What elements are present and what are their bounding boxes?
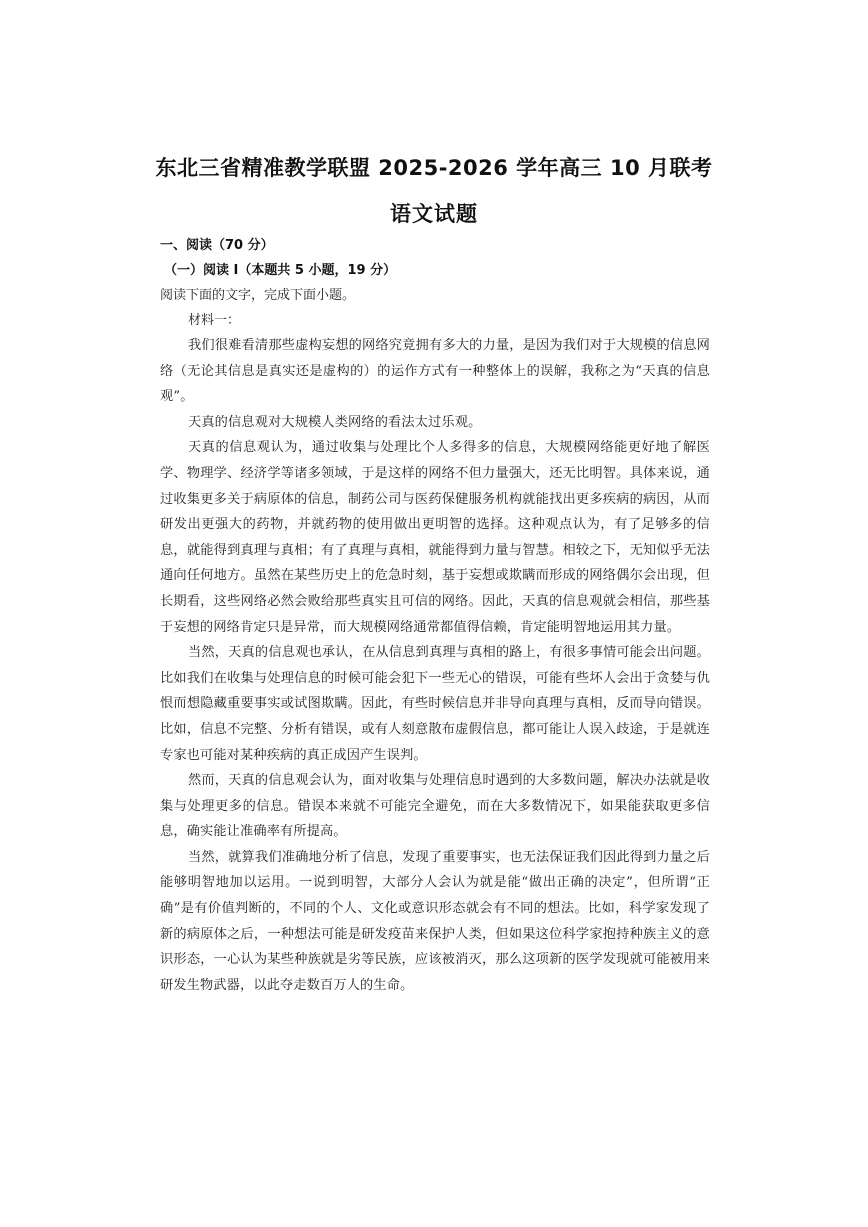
paragraph: 天真的信息观对大规模人类网络的看法太过乐观。 xyxy=(188,414,482,430)
paragraph: 当然，就算我们准确地分析了信息，发现了重要事实，也无法保证我们因此得到力量之后能够明智地加以运用。一说到明智，大部分人会认为就是能“做出正确的决定”，但所谓“正确”是有价值判断的，不同的个人、文化或意识形态就会有不同的想法。比如，科学家发现了新的病原体之后，一种想法可能是研发疫苗来保护人类，但如果这位科学家抱持种族主义的意识形态，一心认为某些种族就是劣等民族，应该被消灭，那么这项新的医学发现就可能被用来研发生物武器，以此夺走数百万人的生命。 xyxy=(160,849,710,993)
paragraph: 我们很难看清那些虚构妄想的网络究竟拥有多大的力量，是因为我们对于大规模的信息网络（无论其信息是真实还是虚构的）的运作方式有一种整体上的误解，我称之为“天真的信息观”。 xyxy=(160,338,710,405)
exam-content xyxy=(160,233,710,998)
exam-title: 东北三省精准教学联盟 2025-2026 学年高三 10 月联考 xyxy=(155,156,713,180)
paragraph: 当然，天真的信息观也承认，在从信息到真理与真相的路上，有很多事情可能会出问题。比如我们在收集与处理信息的时候可能会犯下一些无心的错误，可能有些坏人会出于贪婪与仇恨而想隐藏重要事实或试图欺瞒。因此，有些时候信息并非导向真理与真相，反而导向错误。比如，信息不完整、分析有错误，或有人刻意散布虚假信息，都可能让人误入歧途，于是就连专家也可能对某种疾病的真正成因产生误判。 xyxy=(160,645,710,763)
exam-subtitle: 语文试题 xyxy=(390,202,478,226)
reading-instruction: 阅读下面的文字，完成下面小题。 xyxy=(160,288,356,303)
paragraph: 然而，天真的信息观会认为，面对收集与处理信息时遇到的大多数问题，解决办法就是收集与处理更多的信息。错误本来就不可能完全避免，而在大多数情况下，如果能获取更多信息，确实能让准确率有所提高。 xyxy=(160,773,710,840)
material-label: 材料一： xyxy=(188,313,241,328)
subsection-heading: （一）阅读 I（本题共 5 小题，19 分） xyxy=(164,263,397,278)
section-heading: 一、阅读（70 分） xyxy=(160,238,274,253)
paragraph: 天真的信息观认为，通过收集与处理比个人多得多的信息，大规模网络能更好地了解医学、物理学、经济学等诸多领域，于是这样的网络不但力量强大，还无比明智。具体来说，通过收集更多关于病原体的信息，制药公司与医药保健服务机构就能找出更多疾病的病因，从而研发出更强大的药物，并就药物的使用做出更明智的选择。这种观点认为，有了足够多的信息，就能得到真理与真相；有了真理与真相，就能得到力量与智慧。相较之下，无知似乎无法通向任何地方。虽然在某些历史上的危急时刻，基于妄想或欺瞒而形成的网络偶尔会出现，但长期看，这些网络必然会败给那些真实且可信的网络。因此，天真的信息观就会相信，那些基于妄想的网络肯定只是异常，而大规模网络通常都值得信赖，肯定能明智地运用其力量。 xyxy=(160,440,710,635)
